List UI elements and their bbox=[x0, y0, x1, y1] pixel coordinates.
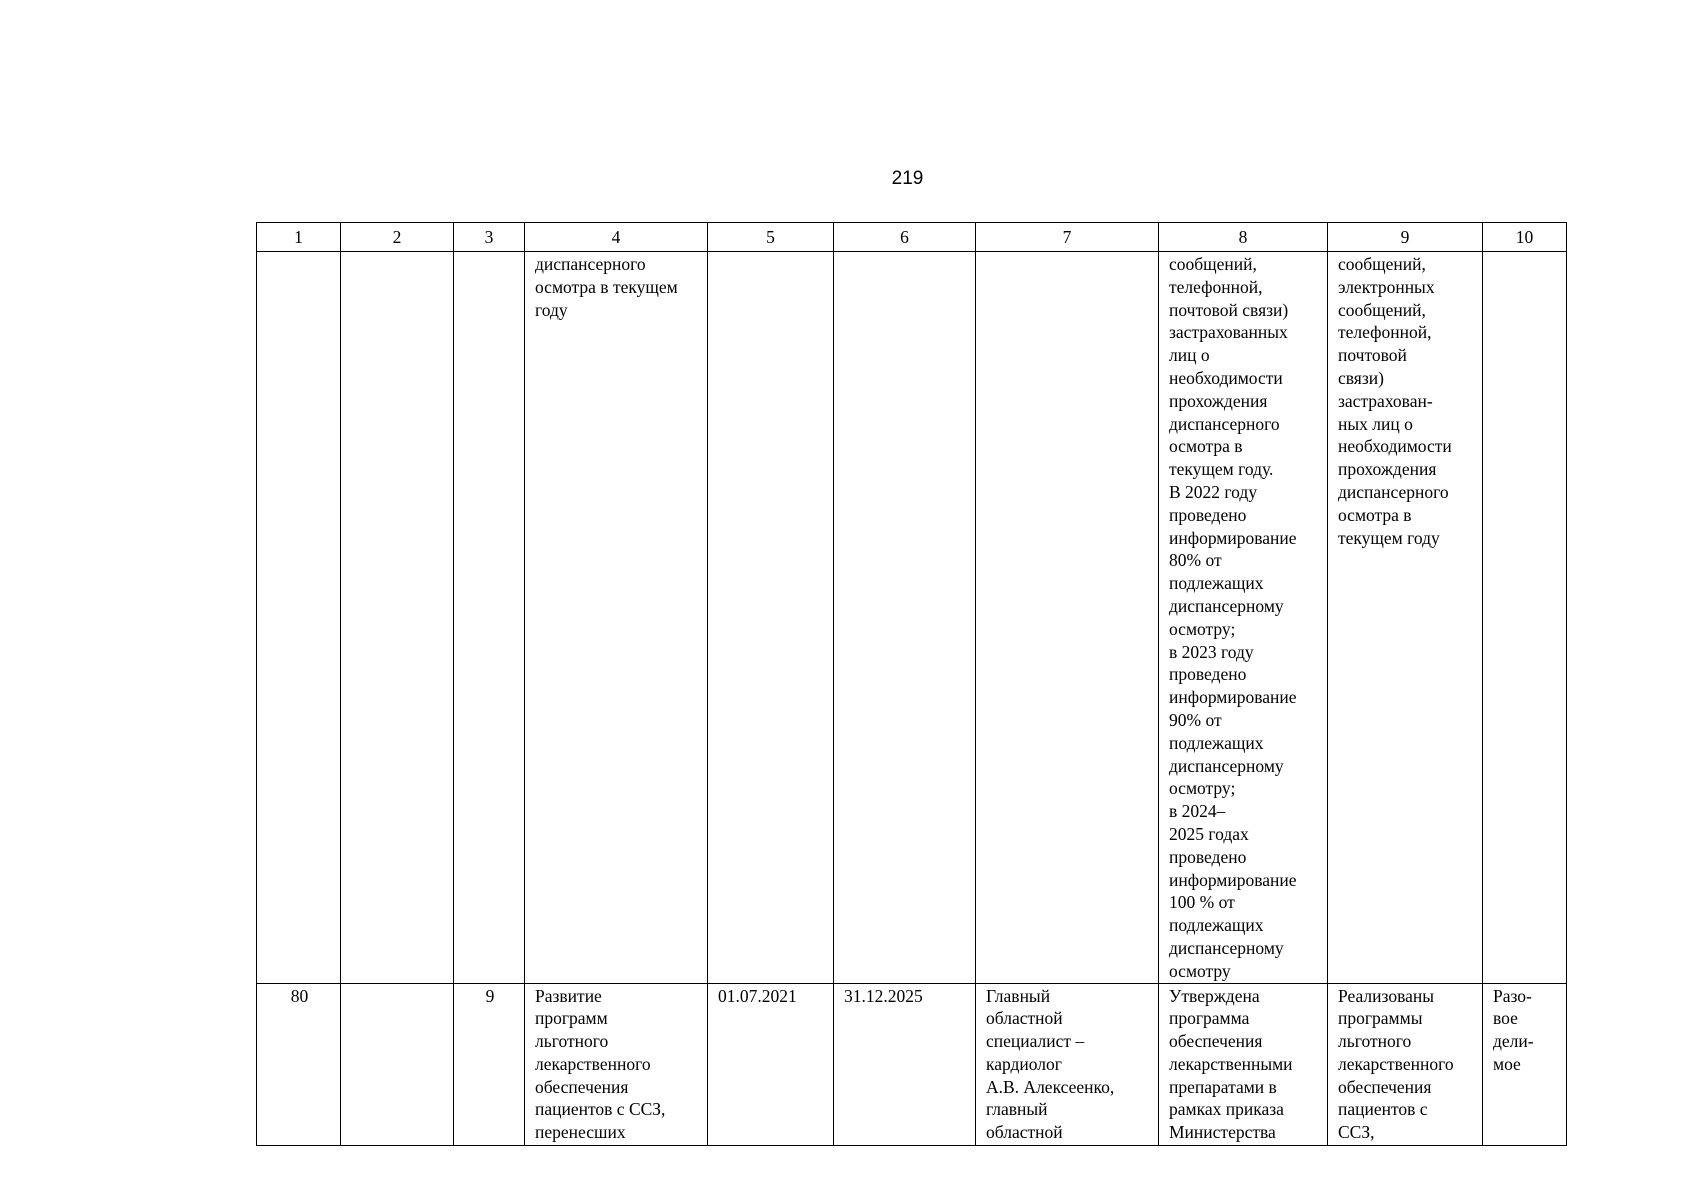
table-cell: 9 bbox=[454, 983, 525, 1145]
table-cell: Разо- вое дели- мое bbox=[1483, 983, 1567, 1145]
column-header: 4 bbox=[525, 223, 708, 252]
table-cell: 01.07.2021 bbox=[708, 983, 834, 1145]
document-table bbox=[256, 222, 1567, 1146]
column-header: 1 bbox=[257, 223, 341, 252]
table-cell: диспансерного осмотра в текущем году bbox=[525, 252, 708, 984]
page-number: 219 bbox=[891, 168, 924, 189]
column-header: 10 bbox=[1483, 223, 1567, 252]
table-cell: сообщений, электронных сообщений, телефонной, почтовой связи) застрахован- ных лиц о необходимости прохождения диспансерного осмотра в текущем году bbox=[1328, 252, 1483, 984]
table-cell: Развитие программ льготного лекарственного обеспечения пациентов с ССЗ, перенесших bbox=[525, 983, 708, 1145]
column-header: 5 bbox=[708, 223, 834, 252]
table-cell: Реализованы программы льготного лекарственного обеспечения пациентов с ССЗ, bbox=[1328, 983, 1483, 1145]
table-cell bbox=[976, 252, 1159, 984]
table-row bbox=[257, 983, 1567, 1145]
table-cell bbox=[341, 252, 454, 984]
table-cell bbox=[708, 252, 834, 984]
column-header: 6 bbox=[834, 223, 976, 252]
table-cell bbox=[454, 252, 525, 984]
table-cell: сообщений, телефонной, почтовой связи) застрахованных лиц о необходимости прохождения диспансерного осмотра в текущем году. В 2022 году проведено информирование 80% от подлежащих диспансерному осмотру; в 2023 году проведено информирование 90% от подлежащих диспансерному осмотру; в 2024– 2025 годах проведено информирование 100 % от подлежащих диспансерному осмотру bbox=[1159, 252, 1328, 984]
column-header: 3 bbox=[454, 223, 525, 252]
column-header: 9 bbox=[1328, 223, 1483, 252]
table-cell: Утверждена программа обеспечения лекарственными препаратами в рамках приказа Министерства bbox=[1159, 983, 1328, 1145]
column-header: 2 bbox=[341, 223, 454, 252]
column-header: 8 bbox=[1159, 223, 1328, 252]
table-cell bbox=[1483, 252, 1567, 984]
column-header: 7 bbox=[976, 223, 1159, 252]
table-cell bbox=[341, 983, 454, 1145]
table-cell: Главный областной специалист – кардиолог А.В. Алексеенко, главный областной bbox=[976, 983, 1159, 1145]
table-cell: 31.12.2025 bbox=[834, 983, 976, 1145]
table-header-row bbox=[257, 223, 1567, 252]
table-cell bbox=[257, 252, 341, 984]
table-cell bbox=[834, 252, 976, 984]
table-row bbox=[257, 252, 1567, 984]
table-cell: 80 bbox=[257, 983, 341, 1145]
